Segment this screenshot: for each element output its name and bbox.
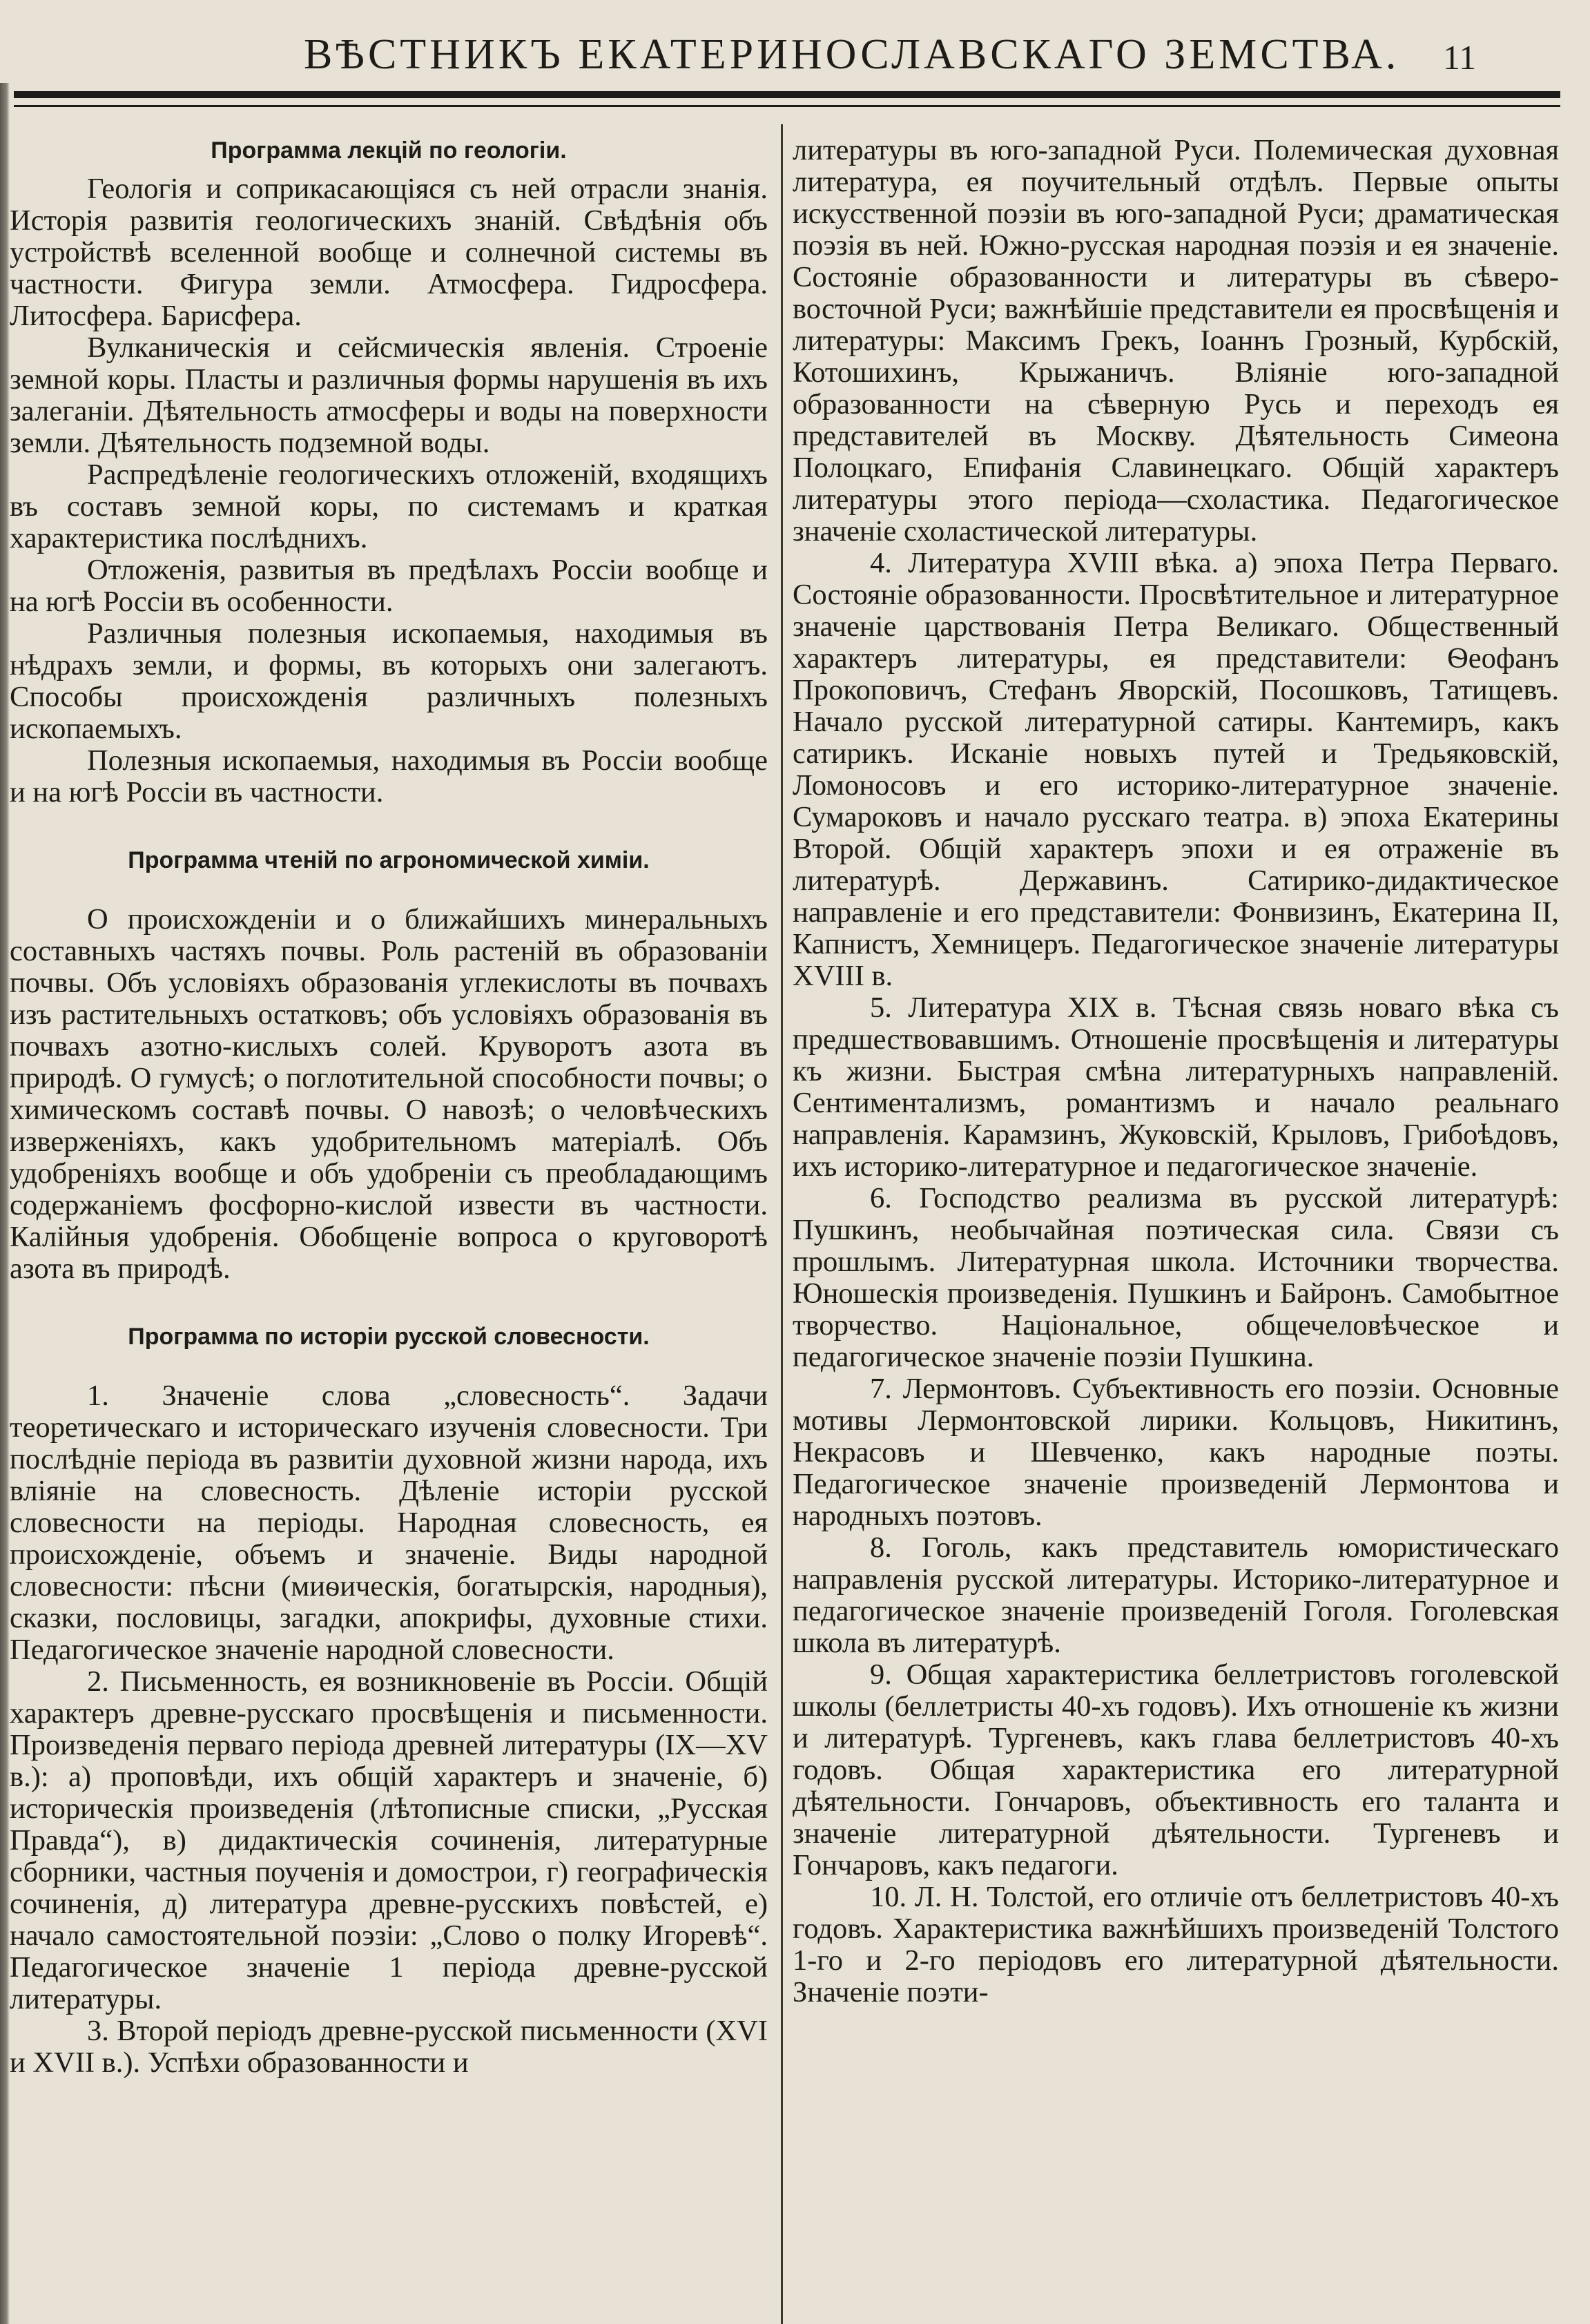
page-number: 11 bbox=[1443, 38, 1477, 77]
paragraph: Распредѣленіе геологическихъ отложеній, входящихъ въ составъ земной коры, по системамъ и краткая характеристика послѣднихъ. bbox=[10, 458, 768, 554]
paragraph: 4. Литература XVIII вѣка. а) эпоха Петра Перваго. Состояніе образованности. Просвѣтительное и литературное значеніе царствованія Петра Великаго. Общественный характеръ литературы, ея представители: Ѳеофанъ Прокоповичъ, Стефанъ Яворскій, Посошковъ, Татищевъ. Начало русской литературной сатиры. Кантемиръ, какъ сатирикъ. Исканіе новыхъ путей и Тредьяковскій, Ломоносовъ и его историко-литературное значеніе. Сумароковъ и начало русскаго театра. в) эпоха Екатерины Второй. Общій характеръ эпохи и ея отраженіе въ литературѣ. Державинъ. Сатирико-дидактическое направленіе и его представители: Фонвизинъ, Екатерина II, Капнистъ, Хемницеръ. Педагогическое значеніе литературы XVIII в. bbox=[793, 547, 1559, 992]
paragraph: литературы въ юго-западной Руси. Полемическая духовная литература, ея поучительный отдѣлъ. Первые опыты искусственной поэзіи въ юго-западной Руси; драматическая поэзія въ ней. Южно-русская народная поэзія и ея значеніе. Состояніе образованности и литературы въ сѣверо-восточной Руси; важнѣйшіе представители ея просвѣщенія и литературы: Максимъ Грекъ, Іоаннъ Грозный, Курбскій, Котошихинъ, Крыжаничъ. Вліяніе юго-западной образованности на сѣверную Русь и переходъ ея представителей въ Москву. Дѣятельность Симеона Полоцкаго, Епифанія Славинецкаго. Общій характеръ литературы этого періода—схоластика. Педагогическое значеніе схоластической литературы. bbox=[793, 134, 1559, 548]
paragraph: 2. Письменность, ея возникновеніе въ Россіи. Общій характеръ древне-русскаго просвѣщенія и письменности. Произведенія перваго періода древней литературы (IX—XV в.): а) проповѣди, ихъ общій характеръ и значеніе, б) историческія произведенія (лѣтописные списки, „Русская Правда“), в) дидактическія сочиненія, литературные сборники, частныя поученія и домострои, г) географическія сочиненія, д) литература древне-русскихъ повѣстей, е) начало самостоятельной поэзіи: „Слово о полку Игоревѣ“. Педагогическое значеніе 1 періода древне-русской литературы. bbox=[10, 1665, 768, 2015]
paragraph: Вулканическія и сейсмическія явленія. Строеніе земной коры. Пласты и различныя формы нарушенія въ ихъ залеганіи. Дѣятельность атмосферы и воды на поверхности земли. Дѣятельность подземной воды. bbox=[10, 331, 768, 459]
geology-section bbox=[10, 135, 768, 808]
literature-section bbox=[10, 1321, 768, 2079]
header-rule-thick bbox=[14, 91, 1560, 98]
header-rule-thin bbox=[14, 105, 1560, 107]
agrochem-section bbox=[10, 844, 768, 1285]
geology-heading: Программа лекцій по геологіи. bbox=[211, 137, 567, 164]
paragraph: Геологія и соприкасающіяся съ ней отрасли знанія. Исторія развитія геологическихъ знаній. Свѣдѣнія объ устройствѣ вселенной вообще и солнечной системы въ частности. Фигура земли. Атмосфера. Гидросфера. Литосфера. Барисфера. bbox=[10, 173, 768, 332]
paragraph: Различныя полезныя ископаемыя, находимыя въ нѣдрахъ земли, и формы, въ которыхъ они залегаютъ. Способы происхожденія различныхъ полезныхъ ископаемыхъ. bbox=[10, 617, 768, 745]
paragraph: 9. Общая характеристика беллетристовъ гоголевской школы (беллетристы 40-хъ годовъ). Ихъ отношеніе къ жизни и литературѣ. Тургеневъ, какъ глава беллетристовъ 40-хъ годовъ. Общая характеристика его литературной дѣятельности. Гончаровъ, объективность его таланта и значеніе литературной дѣятельности. Тургеневъ и Гончаровъ, какъ педагоги. bbox=[793, 1658, 1559, 1881]
column-divider bbox=[781, 124, 783, 2324]
paragraph: 1. Значеніе слова „словесность“. Задачи теоретическаго и историческаго изученія словесности. Три послѣдніе періода въ развитіи духовной жизни народа, ихъ вліяніе на словесность. Дѣленіе исторіи русской словесности на періоды. Народная словесность, ея происхожденіе, объемъ и значеніе. Виды народной словесности: пѣсни (миѳическія, богатырскія, народныя), сказки, пословицы, загадки, апокрифы, духовные стихи. Педагогическое значеніе народной словесности. bbox=[10, 1379, 768, 1666]
paragraph: Полезныя ископаемыя, находимыя въ Россіи вообще и на югѣ Россіи въ частности. bbox=[10, 744, 768, 808]
paragraph: 8. Гоголь, какъ представитель юмористическаго направленія русской литературы. Историко-литературное и педагогическое значеніе произведеній Гоголя. Гоголевская школа въ литературѣ. bbox=[793, 1531, 1559, 1659]
paragraph: 7. Лермонтовъ. Субъективность его поэзіи. Основные мотивы Лермонтовской лирики. Кольцовъ, Никитинъ, Некрасовъ и Шевченко, какъ народные поэты. Педагогическое значеніе произведеній Лермонтова и народныхъ поэтовъ. bbox=[793, 1373, 1559, 1532]
left-column bbox=[10, 135, 768, 2079]
paragraph: 6. Господство реализма въ русской литературѣ: Пушкинъ, необычайная поэтическая сила. Связи съ прошлымъ. Литературная школа. Источники творчества. Юношескія произведенія. Пушкинъ и Байронъ. Самобытное творчество. Національное, общечеловѣческое и педагогическое значеніе поэзіи Пушкина. bbox=[793, 1182, 1559, 1373]
paragraph: 3. Второй періодъ древне-русской письменности (XVI и XVII в.). Успѣхи образованности и bbox=[10, 2015, 768, 2079]
agrochem-heading: Программа чтеній по агрономической химіи. bbox=[128, 847, 650, 873]
right-column bbox=[793, 135, 1559, 2008]
binding-shadow bbox=[0, 83, 10, 2324]
page-header bbox=[0, 21, 1590, 90]
journal-title: ВѢСТНИКЪ ЕКАТЕРИНОСЛАВСКАГО ЗЕМСТВА. bbox=[304, 31, 1400, 78]
literature-heading: Программа по исторіи русской словесности. bbox=[128, 1324, 650, 1350]
paragraph: Отложенія, развитыя въ предѣлахъ Россіи вообще и на югѣ Россіи въ особенности. bbox=[10, 554, 768, 618]
paragraph: О происхожденіи и о ближайшихъ минеральныхъ составныхъ частяхъ почвы. Роль растеній въ образованіи почвы. Объ условіяхъ образованія углекислоты въ почвахъ изъ растительныхъ остатковъ; объ условіяхъ образованія въ почвахъ азотно-кислыхъ солей. Круворотъ азота въ природѣ. О гумусѣ; о поглотительной способности почвы; о химическомъ составѣ почвы. О навозѣ; о человѣческихъ изверженіяхъ, какъ удобрительномъ матеріалѣ. Объ удобреніяхъ вообще и объ удобреніи съ преобладающимъ содержаніемъ фосфорно-кислой извести въ частности. Калійныя удобренія. Обобщеніе вопроса о круговоротѣ азота въ природѣ. bbox=[10, 903, 768, 1285]
paragraph: 5. Литература XIX в. Тѣсная связь новаго вѣка съ предшествовавшимъ. Отношеніе просвѣщенія и литературы къ жизни. Быстрая смѣна литературныхъ направленій. Сентиментализмъ, романтизмъ и начало реальнаго направленія. Карамзинъ, Жуковскій, Крыловъ, Грибоѣдовъ, ихъ историко-литературное и педагогическое значеніе. bbox=[793, 991, 1559, 1183]
paragraph: 10. Л. Н. Толстой, его отличіе отъ беллетристовъ 40-хъ годовъ. Характеристика важнѣйшихъ произведеній Толстого 1-го и 2-го періодовъ его литературной дѣятельности. Значеніе поэти- bbox=[793, 1881, 1559, 2008]
